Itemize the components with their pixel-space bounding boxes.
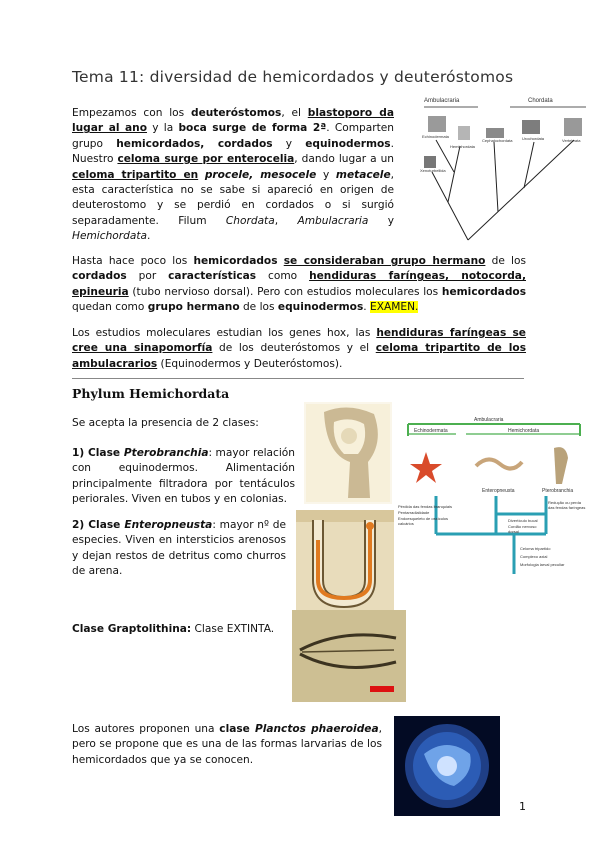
- tree-label-cephalochordata: Cephalochordata: [482, 138, 513, 143]
- enteropneusta-paragraph: 2) Clase Enteropneusta: mayor nº de especies. Viven en intersticios arenosos y dejan restos de detritus como churros de arena.: [72, 519, 286, 578]
- diagram-char-9: Morfologia larval peculiar: [520, 562, 565, 567]
- page-number: 1: [519, 800, 526, 813]
- classes-intro: Se acepta la presencia de 2 clases:: [72, 417, 259, 429]
- pterobranchia-paragraph: 1) Clase Pterobranchia: mayor relación con equinodermos. Alimentación principalmente filtradora por tentáculos periorales. Viven en tubos y en colonias.: [72, 447, 295, 506]
- diagram-char-6: Cordão nervoso dorsal: [508, 524, 537, 534]
- graptolithina-paragraph: Clase Graptolithina: Clase EXTINTA.: [72, 623, 275, 635]
- tree-label-xenoturbella: Xenoturbellida: [420, 168, 446, 173]
- phylum-heading: Phylum Hemichordata: [72, 386, 230, 401]
- ambulacraria-cladogram: [396, 414, 586, 580]
- tree-label-ambulacraria: Ambulacraria: [424, 98, 460, 104]
- diagram-char-4: Redução ou perda das fendas faríngeas: [548, 500, 586, 510]
- planctosphaera-larva-photo: [394, 716, 500, 816]
- tree-label-hemichordata: Hemichordata: [450, 144, 475, 149]
- diagram-char-7: Celoma tripartido: [520, 546, 551, 551]
- exam-highlight: EXAMEN.: [370, 301, 419, 314]
- section-divider: [72, 378, 524, 379]
- graptolite-fossil-photo: [292, 610, 406, 702]
- planctosphaeroidea-paragraph: Los autores proponen una clase Planctos phaeroidea, pero se propone que es una de las formas larvarias de los hemicordados que ya se conocen.: [72, 723, 382, 766]
- diagram-char-5: Divertículo bucal: [508, 518, 538, 523]
- enteropneust-burrow-illustration: [296, 510, 394, 610]
- sister-group-paragraph: Hasta hace poco los hemicordados se consideraban grupo hermano de los cordados por características como hendiduras faríngeas, notocorda, epineuria (tubo nervioso dorsal). Pero con estudios moleculares los hemicordados quedan como grupo hermano de los equinodermos. EXAMEN.: [72, 255, 526, 314]
- tree-label-vertebrata: Vertebrata: [562, 138, 581, 143]
- tree-label-urochordata: Urochordata: [522, 136, 545, 141]
- diagram-char-3: Endoesqueleto de ossículos calcários: [398, 516, 449, 526]
- pterobranch-illustration: [304, 402, 392, 504]
- diagram-label-enteropneusta: Enteropneusta: [482, 488, 515, 494]
- diagram-label-echinodermata: Echinodermata: [414, 428, 448, 434]
- diagram-char-2: Pentarradialidade: [398, 510, 430, 515]
- diagram-label-pterobranchia: Pterobranchia: [542, 488, 574, 494]
- diagram-char-8: Complexo axial: [520, 554, 548, 559]
- diagram-label-ambulacraria: Ambulacraria: [474, 417, 504, 423]
- diagram-char-1: Pérdida das fendas branquiais: [398, 504, 453, 509]
- tree-label-chordata: Chordata: [528, 98, 553, 104]
- page-title: Tema 11: diversidad de hemicordados y deuteróstomos: [72, 68, 514, 86]
- molecular-paragraph: Los estudios moleculares estudian los genes hox, las hendiduras faríngeas se cree una sinapomorfía de los deuteróstomos y el celoma tripartito de los ambulacrarios (Equinodermos y Deuteróstomos).: [72, 327, 527, 370]
- diagram-label-hemichordata: Hemichordata: [508, 428, 540, 434]
- intro-paragraph: Empezamos con los deuteróstomos, el blastoporo da lugar al ano y la boca surge de forma 2ª. Comparten grupo hemicordados, cordados y equinodermos. Nuestro celoma surge por enterocelia, dando lugar a un celoma tripartito en procele, mesocele y metacele, esta característica no se sabe si apareció en origen de deuterostomo y se perdió en cordados o si surgió separadamente. Filum Chordata, Ambulacraria y Hemichordata.: [72, 107, 395, 243]
- tree-label-echinodermata: Echinodermata: [422, 134, 449, 139]
- phylogeny-tree-figure: [418, 98, 588, 246]
